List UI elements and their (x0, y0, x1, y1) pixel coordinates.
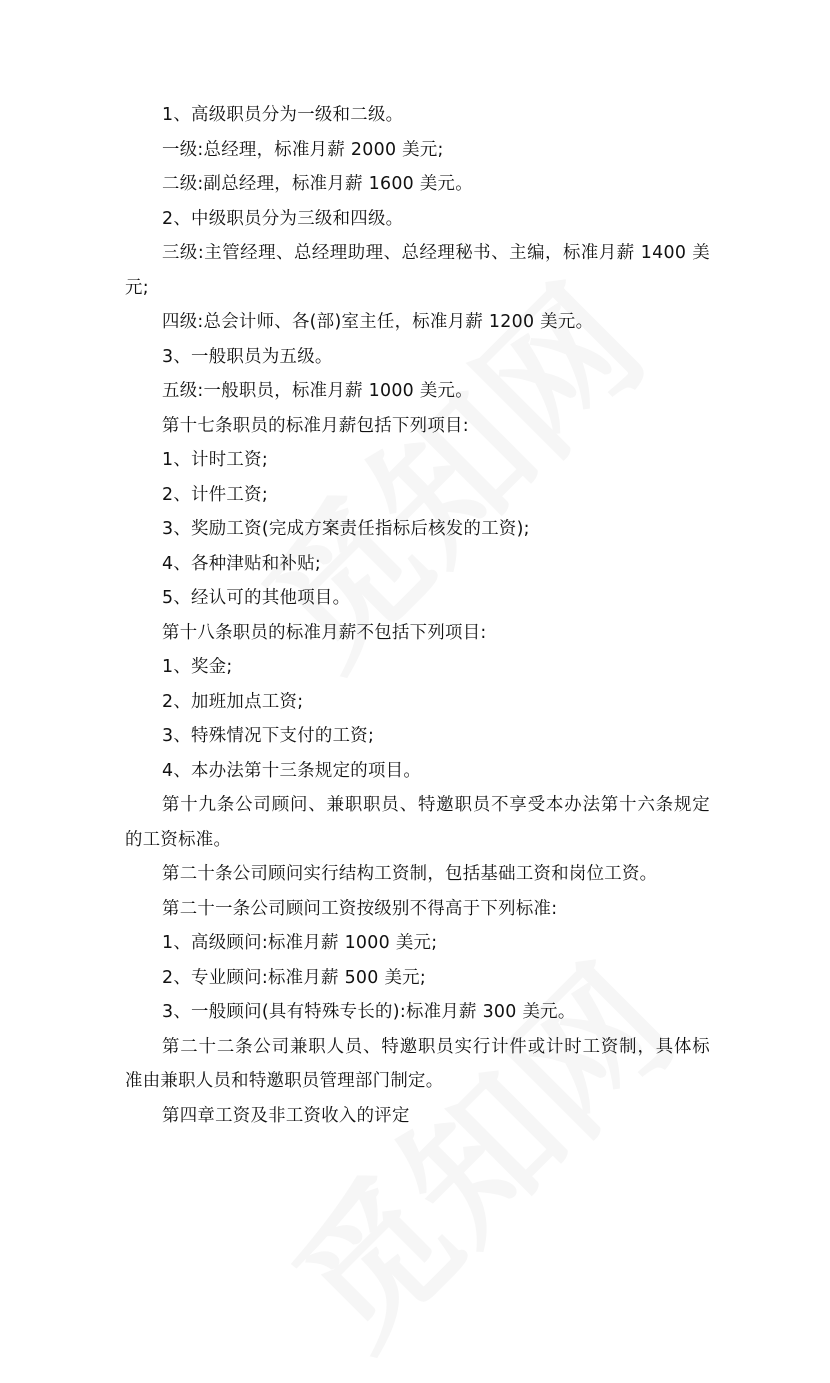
paragraph: 3、一般顾问(具有特殊专长的):标准月薪 300 美元。 (162, 1002, 576, 1022)
paragraph: 2、中级职员分为三级和四级。 (162, 208, 404, 229)
paragraph: 四级:总会计师、各(部)室主任，标准月薪 1200 美元。 (162, 312, 594, 332)
article-heading: 第十七条职员的标准月薪包括下列项目: (162, 415, 469, 436)
paragraph: 1、高级职员分为一级和二级。 (162, 105, 404, 125)
paragraph: 二级:副总经理，标准月薪 1600 美元。 (162, 174, 473, 194)
paragraph: 五级:一般职员，标准月薪 1000 美元。 (162, 381, 473, 401)
article-heading: 第二十一条公司顾问工资按级别不得高于下列标准: (162, 898, 558, 919)
article-paragraph: 第十九条公司顾问、兼职职员、特邀职员不享受本办法第十六条规定的工资标准。 (125, 795, 710, 850)
paragraph: 3、奖励工资(完成方案责任指标后核发的工资); (162, 519, 530, 539)
paragraph: 一级:总经理，标准月薪 2000 美元; (162, 139, 444, 160)
paragraph: 1、高级顾问:标准月薪 1000 美元; (162, 933, 438, 953)
paragraph: 3、特殊情况下支付的工资; (162, 726, 375, 746)
paragraph: 2、加班加点工资; (162, 691, 304, 712)
paragraph: 2、专业顾问:标准月薪 500 美元; (162, 967, 427, 988)
paragraph: 2、计件工资; (162, 484, 268, 505)
paragraph: 三级:主管经理、总经理助理、总经理秘书、主编，标准月薪 1400 美元; (125, 243, 710, 298)
paragraph: 1、计时工资; (162, 450, 268, 470)
chapter-heading: 第四章工资及非工资收入的评定 (162, 1105, 410, 1126)
paragraph: 5、经认可的其他项目。 (162, 588, 351, 608)
paragraph: 1、奖金; (162, 657, 233, 677)
paragraph: 4、各种津贴和补贴; (162, 553, 322, 574)
document-body (125, 98, 710, 1133)
article-heading: 第十八条职员的标准月薪不包括下列项目: (162, 622, 487, 643)
article-paragraph: 第二十二条公司兼职人员、特邀职员实行计件或计时工资制，具体标准由兼职人员和特邀职员管理部门制定。 (125, 1036, 710, 1091)
paragraph: 3、一般职员为五级。 (162, 346, 333, 367)
paragraph: 4、本办法第十三条规定的项目。 (162, 760, 422, 781)
article-paragraph: 第二十条公司顾问实行结构工资制，包括基础工资和岗位工资。 (162, 864, 658, 884)
